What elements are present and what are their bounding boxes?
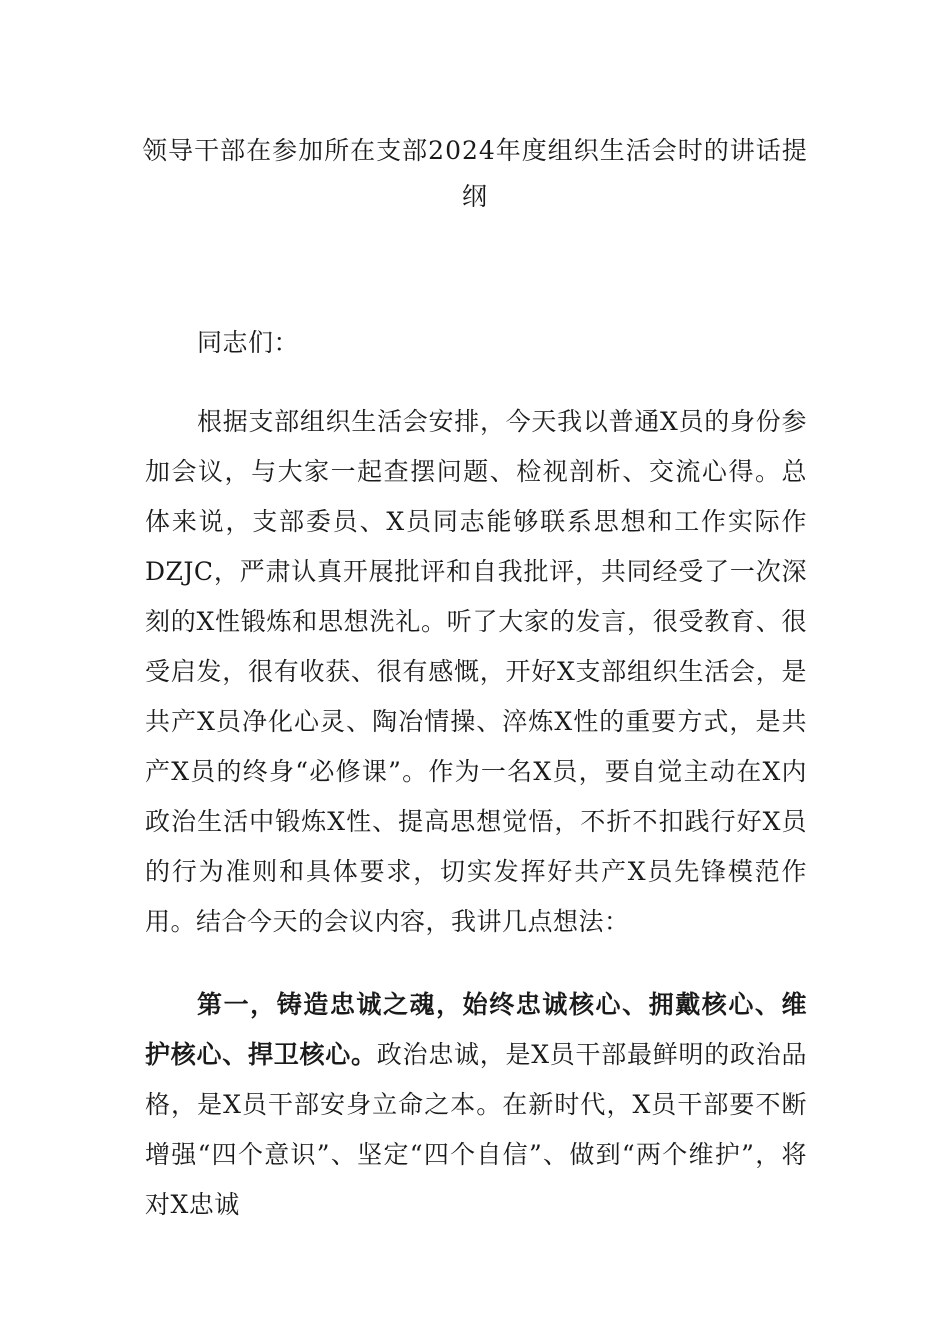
section-text: 政治忠诚，是X员干部最鲜明的政治品格，是X员干部安身立命之本。在新时代，X员干部要不断增强“四个意识”、坚定“四个自信”、做到“两个维护”，将对X忠诚 <box>145 1040 807 1219</box>
section-heading: 第一，铸造忠诚之魂，始终忠诚核心、拥戴核心、维护核心、捍卫核心。 <box>145 990 807 1069</box>
section-paragraph <box>145 980 807 1230</box>
greeting: 同志们： <box>197 328 300 357</box>
document-title: 领导干部在参加所在支部2024年度组织生活会时的讲话提纲 <box>142 136 808 211</box>
body-paragraph: 根据支部组织生活会安排，今天我以普通X员的身份参加会议，与大家一起查摆问题、检视剖析、交流心得。总体来说，支部委员、X员同志能够联系思想和工作实际作DZJC，严肃认真开展批评和自我批评，共同经受了一次深刻的X性锻炼和思想洗礼。听了大家的发言，很受教育、很受启发，很有收获、很有感慨，开好X支部组织生活会，是共产X员净化心灵、陶冶情操、淬炼X性的重要方式，是共产X员的终身“必修课”。作为一名X员，要自觉主动在X内政治生活中锻炼X性、提高思想觉悟，不折不扣践行好X员的行为准则和具体要求，切实发挥好共产X员先锋模范作用。结合今天的会议内容，我讲几点想法： <box>145 407 807 936</box>
